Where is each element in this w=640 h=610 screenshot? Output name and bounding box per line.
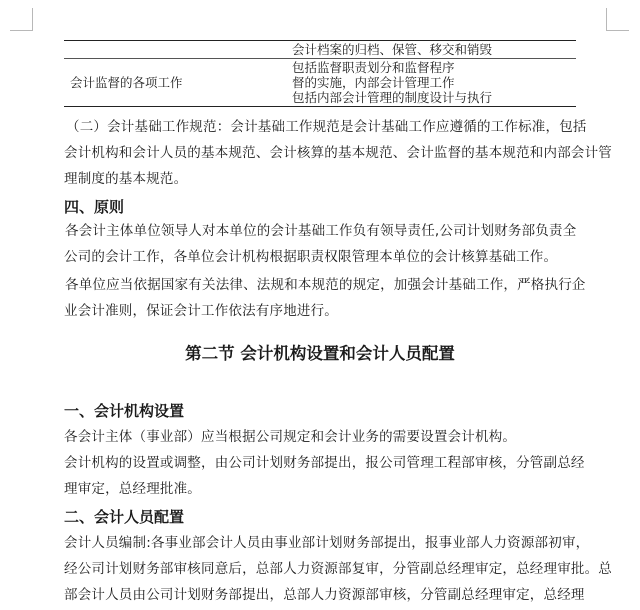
text-line: 各单位应当依据国家有关法律、法规和本规范的规定，加强会计基础工作，严格执行企 [65,277,586,293]
text-line: 各会计主体（事业部）应当根据公司规定和会计业务的需要设置会计机构。 [64,429,517,445]
text-line: 各会计主体单位领导人对本单位的会计基础工作负有领导责任,公司计划财务部负责全 [65,223,577,239]
heading-principles: 四、原则 [64,198,125,216]
paragraph-principles-2 [64,272,586,324]
text-line: 部会计人员由公司计划财务部提出，总部人力资源部审核，分管副总经理审定，总经理 [64,587,585,603]
table-cell-line: 包括内部会计管理的制度设计与执行 [292,90,493,105]
duties-table [64,40,576,107]
table-row [64,41,576,58]
heading-org-setup: 一、会计机构设置 [64,402,185,420]
paragraph-org-1 [64,424,580,450]
text-line: （二）会计基础工作规范：会计基础工作规范是会计基础工作应遵循的工作标准，包括 [66,119,587,135]
table-cell-line: 督的实施，内部会计管理工作 [292,75,455,90]
text-line: 理审定，总经理批准。 [64,481,201,497]
section-title: 第二节 会计机构设置和会计人员配置 [185,344,455,363]
table-cell-label [64,41,280,58]
text-line: 会计机构的设置或调整，由公司计划财务部提出，报公司管理工程部审核，分管副总经 [64,455,585,471]
text-line: 业会计准则，保证会计工作依法有序地进行。 [64,303,338,319]
text-line: 公司的会计工作，各单位会计机构根据职责权限管理本单位的会计核算基础工作。 [64,249,558,265]
paragraph-org-2 [64,450,585,502]
table-row [64,58,576,106]
table-cell-content [280,41,576,58]
page-corner-mark-right [606,8,629,31]
paragraph-staff [64,530,612,608]
text-line: 会计机构和会计人员的基本规范、会计核算的基本规范、会计监督的基本规范和内部会计管 [64,145,612,161]
text-line: 经公司计划财务部审核同意后，总部人力资源部复审，分管副总经理审定，总经理审批。总 [64,561,612,577]
paragraph-principles-1 [64,218,580,270]
paragraph-basic-norms [64,114,612,192]
table-cell-label: 会计监督的各项工作 [70,75,183,90]
text-line: 会计人员编制:各事业部会计人员由事业部计划财务部提出，报事业部人力资源部初审， [64,535,590,551]
text-line: 理制度的基本规范。 [64,171,188,187]
table-cell-line: 会计档案的归档、保管、移交和销毁 [292,42,493,57]
table-cell-content [280,59,576,106]
table-cell-line: 包括监督职责划分和监督程序 [292,60,455,75]
page-corner-mark-left [10,8,33,31]
heading-staff-config: 二、会计人员配置 [64,508,185,526]
